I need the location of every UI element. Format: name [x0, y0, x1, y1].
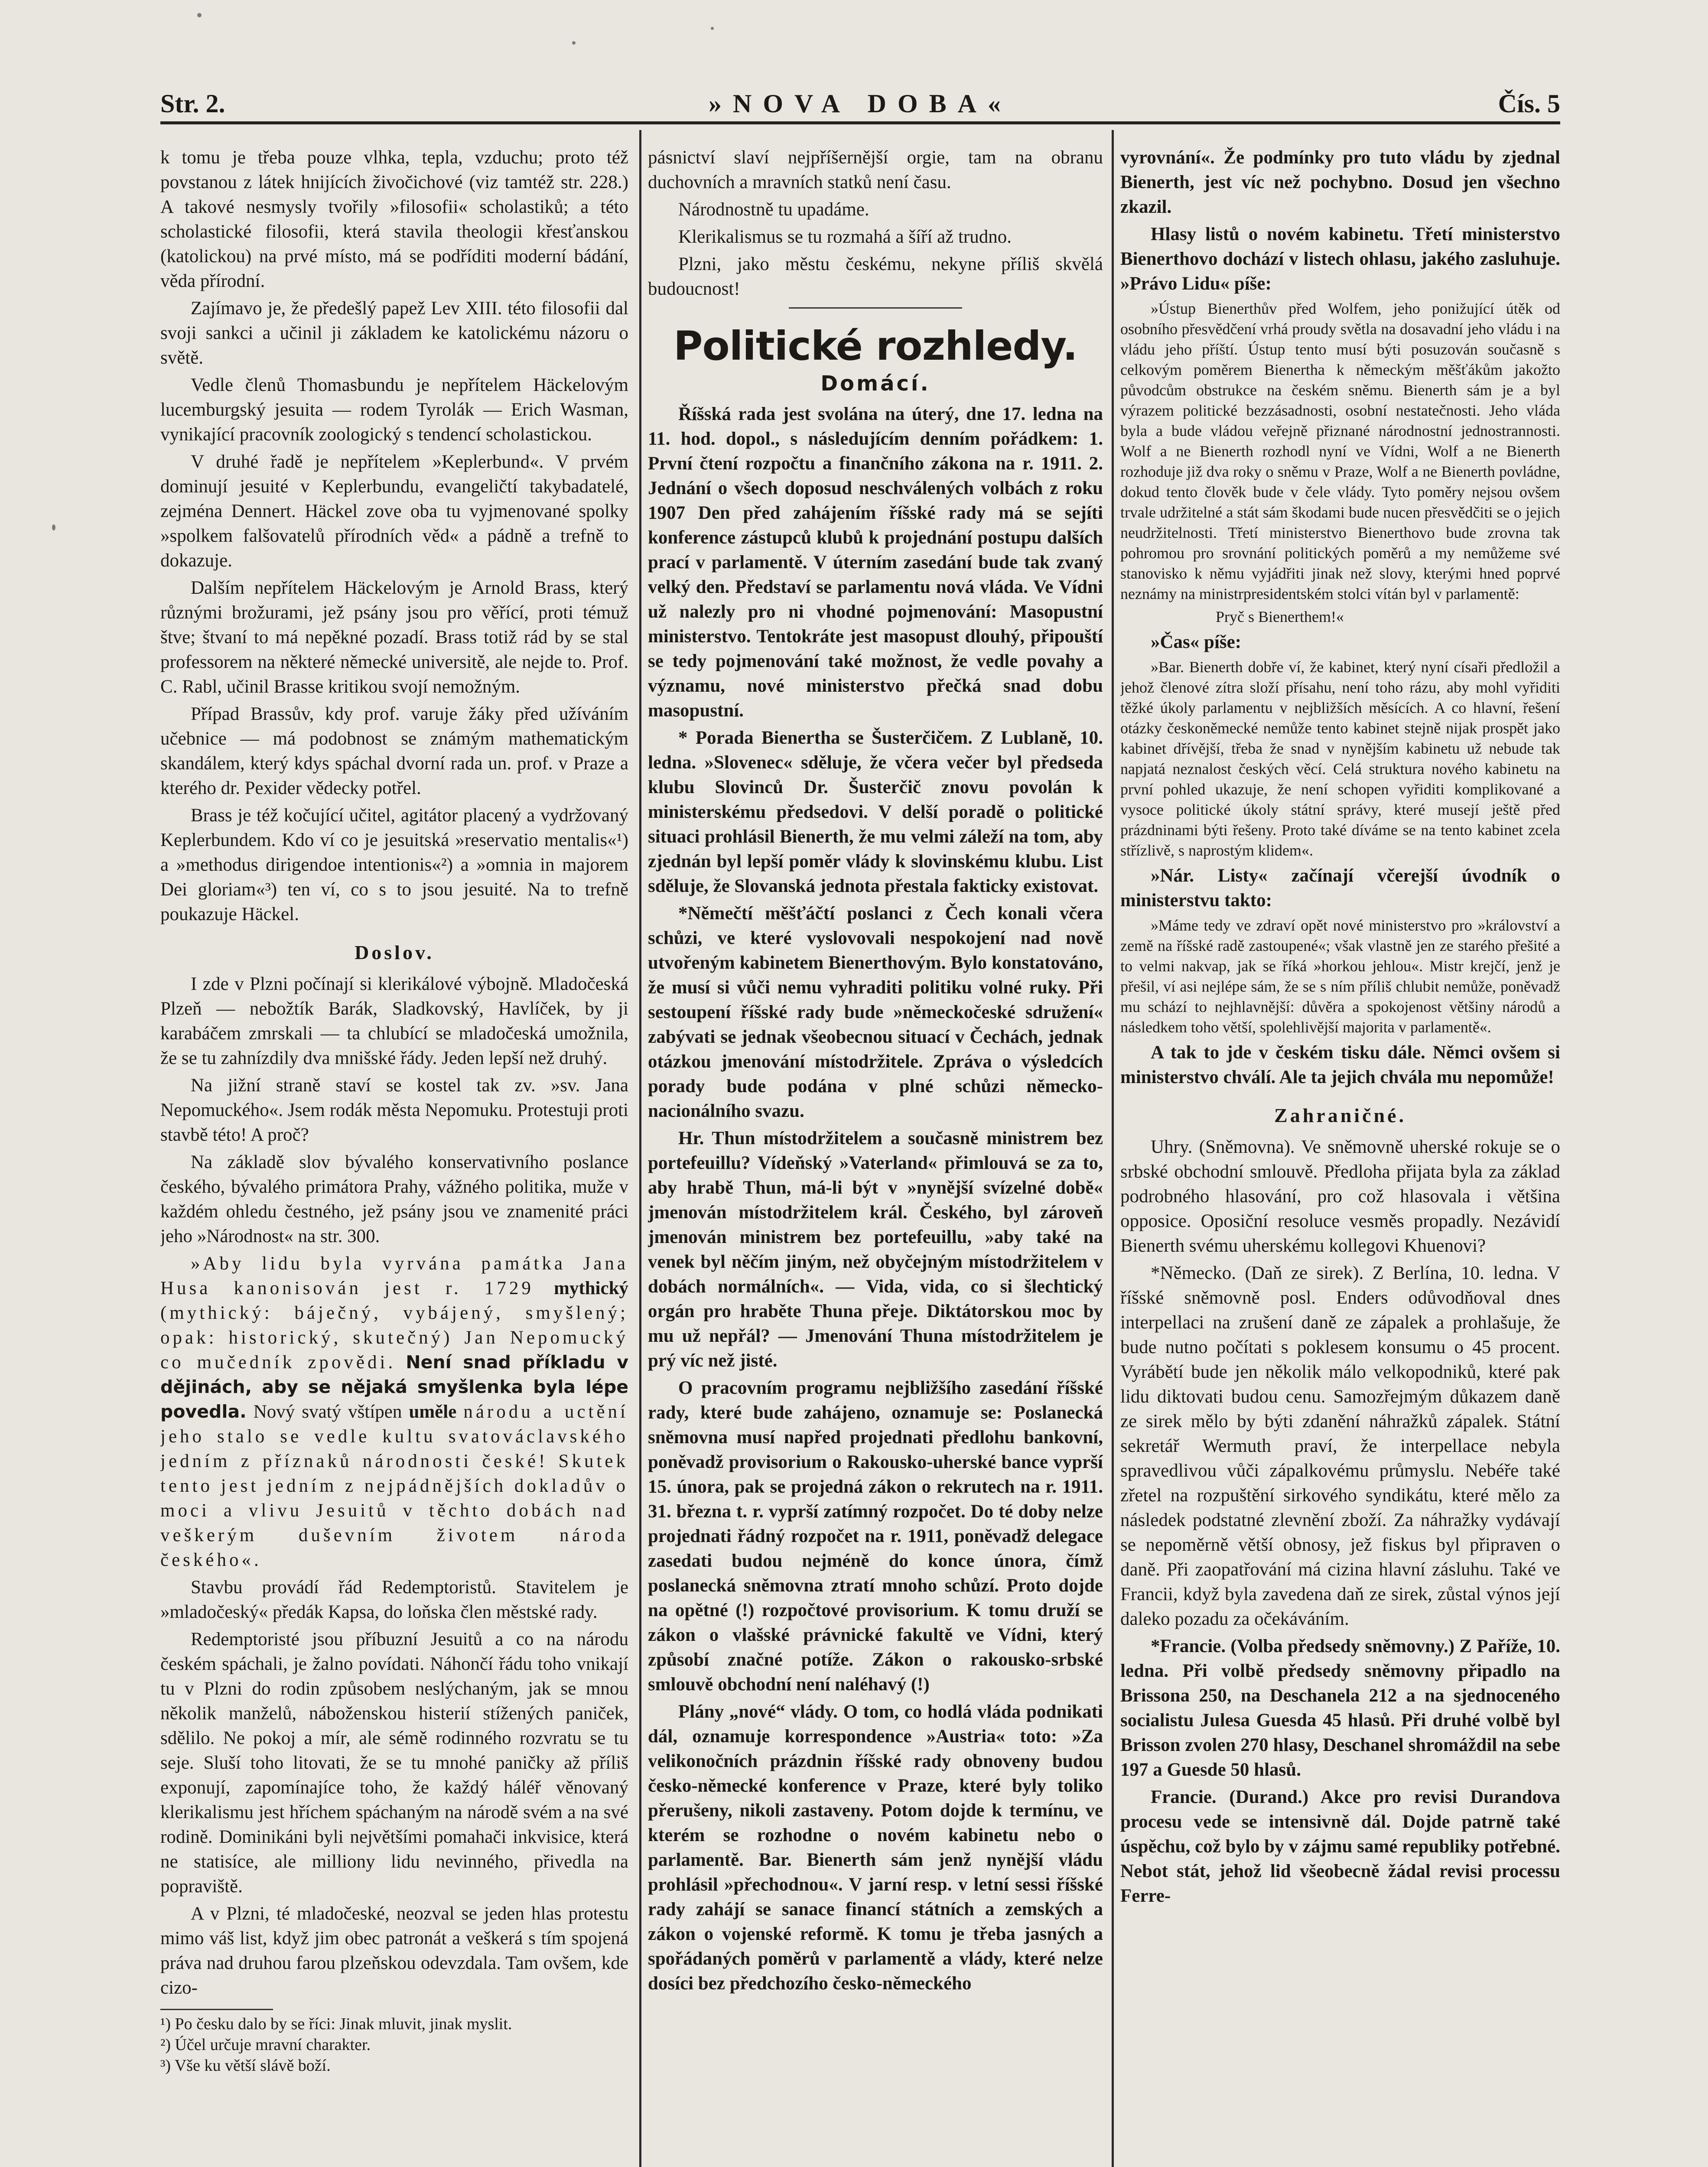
footnote: ³) Vše ku větší slávě boží.	[160, 2056, 331, 2075]
header-rule	[160, 121, 1560, 124]
paragraph: A tak to jde v českém tisku dále. Němci ovšem si ministerstvo chválí. Ale ta jejich chvála mu nepomůže!	[1120, 1042, 1560, 1087]
paragraph: Brass je též kočující učitel, agitátor placený a vydržovaný Keplerbundem. Kdo ví co je jesuitská »reservatio mentalis«¹) a »methodus dirigendoe intentionis«²) a »omnia in majorem Dei gloriam«³) ten ví, co s to jsou jesuité. Na to trefně poukazuje Häckel.	[160, 805, 628, 924]
newspaper-title: »NOVA DOBA«	[709, 89, 1012, 118]
emphasis: uměle	[409, 1402, 457, 1422]
emphasis: mythický	[554, 1278, 628, 1298]
news-item: * Porada Bienertha se Šusterčičem. Z Lublaně, 10. ledna. »Slovenec« sděluje, že včera večer byl předseda klubu Slovinců Dr. Šusterčič znovu povolán k ministerskému předsedovi. V delší poradě o politické situaci prohlásil Bienerth, že mu velmi záleží na tom, aby zjednán byl lepší poměr vlády k slovinskému klubu. List sděluje, že Slovanská jednota přestala fakticky existovat.	[648, 728, 1103, 896]
paragraph: pásnictví slaví nejpříšernější orgie, tam na obranu duchovních a mravních statků není času.	[648, 147, 1103, 192]
column-1	[160, 145, 628, 2167]
paragraph: vyrovnání«. Že podmínky pro tuto vládu by zjednal Bienerth, jest víc než pochybno. Dosud jen všechno zkazil.	[1120, 147, 1560, 217]
footnotes	[160, 2014, 628, 2076]
paragraph: Redemptoristé jsou příbuzní Jesuitů a co na národu českém spáchali, je žalno povídati. Náhončí řádu toho vnikají tu v Plzni do rodin způsobem neslýchaným, jak se mnou několik manželů, náboženskou histerií stížených paniček, sdělilo. Ne pokoj a mír, ale sémě rodinného rozvratu se tu seje. Sluší toho litovati, že se tu mnohé paničky až příliš exponují, zapomínajíce toho, že každý háléř věnovaný klerikalismu jest hříchem spáchaným na národě svém a na své rodině. Dominikáni byli největšími pomahači inkvisice, která ne statisíce, ale milliony lidu nevinného, přivedla na popraviště.	[160, 1629, 628, 1897]
quote-text: »Aby lidu byla vyrvána památka Jana Husa kanonisován jest r. 1729	[160, 1253, 628, 1298]
subsection-heading-domestic: Domácí.	[820, 371, 930, 396]
quotation: »Máme tedy ve zdraví opět nové ministerstvo pro »království a země na říšské radě zastoupené«; však vlastně jen ze starého přešité a to velmi nakvap, jak se říká »horkou jehlou«. Mistr krejčí, jenž je přešil, ví asi nejlépe sám, že se s ním příliš chlubit nemůže, poněvadž mu schází to nejhlavnější: důvěra a spokojenost většiny národů a následkem toho větší, spolehlivější majorita v parlamentě«.	[1120, 917, 1560, 1036]
news-item: *Němečtí měšťáčtí poslanci z Čech konali včera schůzi, ve které vyslovovali nespokojení nad nově utvořeným kabinetem Bienerthovým. Bylo konstatováno, že musí si vůči nemu vyhraditi politiku volné ruky. Při sestoupení říšské rady bude »německočeské sdružení« zabývati se jednak všeobecnou situací v Čechách, jednak otázkou jmenování místodržitele. Zpráva o výsledcích porady bude podána v plné schůzi německo-nacionálního svazu.	[648, 903, 1103, 1121]
column-divider-1	[639, 130, 641, 2167]
news-item: Říšská rada jest svolána na úterý, dne 17. ledna na 11. hod. dopol., s následujícím denním pořádkem: 1. První čtení rozpočtu a finančního zákona na r. 1911. 2. Jednání o všech doposud neschválených volbách z roku 1907 Den před zahájením říšské rady má se sejíti konference zástupců klubů k projednání postupu dalších prací v parlamentě. V úterním zasedání bude tak zvaný velký den. Představí se parlamentu nová vláda. Ve Vídni už nalezly pro ni vhodné pojmenování: Masopustní ministerstvo. Tentokráte jest masopust dlouhý, připouští se tedy pojmenování také možnost, že vedle povahy a významu, nové ministerstvo přečká snad dobu masopustní.	[648, 404, 1103, 721]
divider	[789, 307, 962, 309]
quote-text: (mythický: báječný, vybájený, smyšlený; opak: historický, skutečný) Jan Nepomucký co mučedník zpovědi.	[160, 1303, 628, 1373]
paragraph: A v Plzni, té mladočeské, neozval se jeden hlas protestu mimo váš list, když jim obec patronát a veškerá s tím spojená práva nad druhou farou plzeňskou odevzdala. Tam ovšem, kde cizo-	[160, 1903, 628, 1998]
paragraph: Stavbu provádí řád Redemptoristů. Stavitelem je »mladočeský« předák Kapsa, do loňska člen městské rady.	[160, 1577, 628, 1622]
issue-number: Čís. 5	[1498, 89, 1560, 118]
quote-paragraph	[160, 1251, 628, 1572]
quotation: »Ústup Bienerthův před Wolfem, jeho ponižující útěk od osobního přesvědčení vrhá proudy světla na dosavadní jeho vládu i na vládu jeho příští. Ústup tento musí býti posuzován současně s celkovým poměrem Bienertha k německým měšťákům jakožto původcům obstrukce na českém sněmu. Bienerth sám je a byl výrazem politické bezzásadnosti, osobní nestatečnosti. Jeho vláda byla a bude vládou veřejně přiznané národnostní jednostrannosti. Wolf a ne Bienerth rozhodl nyní ve Vídni, Wolf a ne Bienerth rozhoduje již dva roky o sněmu v Praze, Wolf a ne Bienerth povládne, dokud tento člověk bude v čele vlády. Tyto poměry nejsou ovšem trvale udržitelné a stát sám škodami bude nucen přesvědčiti se o jejich neudržitelnosti. Třetí ministerstvo Bienerthovo bude zrovna tak pohromou pro srovnání politických poměrů a my nemůžeme své stanovisko k němu vyjádřiti jinak než slovy, kterými hned poprvé neznámy na ministrpresidentském stolci vítán byl v parlamentě:	[1120, 300, 1560, 602]
footnote: ²) Účel určuje mravní charakter.	[160, 2036, 371, 2054]
quotation: »Bar. Bienerth dobře ví, že kabinet, který nyní císaři předložil a jehož členové zítra složí přísahu, není toho rázu, aby mohl vyřiditi těžké úkoly parlamentu v nejbližších měsících. A co hlavní, řešení otázky českoněmecké nemůže tento kabinet stejně nijak prospět jako kabinet dřívější, třeba že snad v nynějším kabinetu už nebude tak napjatá neznalost českých věcí. Celá struktura nového kabinetu na první pohled ukazuje, že není schopen vyřiditi komplikované a vysoce politické úkoly státní správy, které musejí ještě před prázdninami býti řešeny. Proto také díváme se na tento kabinet zcela střízlivě, s naprostým klidem«.	[1120, 658, 1560, 859]
news-item: Francie. (Durand.) Akce pro revisi Durandova procesu vede se intensivně dál. Dojde patrně také úspěchu, což bylo by v zájmu samé republiky potřebné. Nebot stát, jehož lid všeobecně žádal revisi processu Ferre-	[1120, 1787, 1560, 1906]
footnote-rule	[160, 2009, 273, 2010]
column-3	[1120, 145, 1560, 2167]
news-item: Plány „nové“ vlády. O tom, co hodlá vláda podnikati dál, oznamuje korrespondence »Austria« toto: »Za velikonočních prázdnin říšské rady obnoveny budou česko-německé konference v Praze, které byly toliko přerušeny, nikoli zastaveny. Potom dojde k termínu, ve kterém se rozhodne o novém kabinetu nebo o parlamentě. Bar. Bienerth sám jenž nynější vládu prohlásil »přechodnou«. V jarní resp. v letní sessi říšské rady zahájí se sanace financí státních a zemských a zákon o vojenské reformě. K tomu je třeba jasných a spořádaných poměrů v parlamentě a vlády, které nelze dosíci bez předchozího česko-německého	[648, 1702, 1103, 1994]
paragraph: Národnostně tu upadáme.	[678, 199, 869, 220]
paragraph: »Čas« píše:	[1151, 632, 1242, 652]
section-title: Politické rozhledy.	[673, 323, 1077, 369]
paragraph: V druhé řadě je nepřítelem »Keplerbund«. V prvém dominují jesuité v Keplerbundu, evangeličtí takybadatelé, zejména Dennert. Häckel zove oba tu vyjmenované spolky »spolkem falšovatelů přírodních věd« a pádně a trefně to dokazuje.	[160, 452, 628, 571]
section-heading-doslov: Doslov.	[355, 941, 434, 963]
news-item: *Francie. (Volba předsedy sněmovny.) Z Paříže, 10. ledna. Při volbě předsedy sněmovny připadlo na Brissona 250, na Deschanela 212 a na sjednoceného socialistu Julesa Guesda 45 hlasů. Při druhé volbě byl Brisson zvolen 270 hlasy, Deschanel shromáždil na sebe 197 a Guesde 50 hlasů.	[1120, 1636, 1560, 1780]
page-number: Str. 2.	[160, 89, 225, 118]
paragraph: Vedle členů Thomasbundu je nepřítelem Häckelovým lucemburgský jesuita — rodem Tyrolák — Erich Wasman, vynikající pracovník zoologický s tendencí scholastickou.	[160, 375, 628, 445]
quotation: Pryč s Bienerthem!«	[1216, 608, 1344, 625]
paragraph: »Nár. Listy« začínají včerejší úvodník o ministerstvu takto:	[1120, 865, 1560, 911]
print-speck	[572, 41, 576, 45]
paragraph: Na jižní straně staví se kostel tak zv. »sv. Jana Nepomuckého«. Jsem rodák města Nepomuku. Protestuji proti stavbě této! A proč?	[160, 1075, 628, 1145]
paragraph: Dalším nepřítelem Häckelovým je Arnold Brass, který různými brožurami, jež psány jsou pro věřící, proti témuž štve; štvaní to má nepěkné pozadí. Brass totiž rád by se stal professorem na některé německé universitě, ale nejde to. Prof. C. Rabl, učinil Brasse kritikou svojí nemožným.	[160, 578, 628, 697]
quote-text: Nový svatý vštípen	[253, 1402, 402, 1422]
paragraph: Hlasy listů o novém kabinetu. Třetí ministerstvo Bienerthovo dochází v listech ohlasu, jakého zasluhuje. »Právo Lidu« píše:	[1120, 224, 1560, 294]
column-divider-2	[1112, 130, 1114, 2167]
print-speck	[711, 27, 714, 30]
print-speck	[52, 524, 55, 530]
news-item: O pracovním programu nejbližšího zasedání říšské rady, které bude zahájeno, oznamuje se: Poslanecká sněmovna musí napřed projednati předlohu bankovní, poněvadž provisorium o Rakousko-uherské bance vyprší 15. února, pak se projedná zákon o rekrutech na r. 1911. 31. března t. r. vyprší zatímný rozpočet. Do té doby nelze projednati řádný rozpočet na r. 1911, poněvadž delegace zasedati budou nejméně do konce února, čímž poslanecká sněmovna ztratí mnoho schůzí. Proto dojde na opětné (!) rozpočtové provisorium. K tomu druží se zákon o vlašské právnické fakultě ve Vídni, který způsobí značné potíže. Zákon o rakousko-srbské smlouvě obchodní není naléhavý (!)	[648, 1378, 1103, 1695]
subsection-heading-foreign: Zahraničné.	[1274, 1104, 1406, 1126]
column-2	[648, 145, 1103, 2167]
news-item: Hr. Thun místodržitelem a současně ministrem bez portefeuillu? Vídeňský »Vaterland« přimlouvá se za to, aby hrabě Thun, má-li být v »nynější svízelné době« jmenován místodržitelem král. Českého, byl zároveň jmenován ministrem bez portefeuillu, »aby také na venek byl něčím jiným, než obyčejným místodržitelem v dobách normálních«. — Vida, vida, co si šlechtický orgán pro hraběte Thuna přeje. Diktátorskou moc by mu už nepřál? — Jmenování Thuna místodržitelem je prý víc než jisté.	[648, 1128, 1103, 1371]
quote-text: národu a uctění jeho stalo se vedle kultu svatováclavského jedním z příznaků národnosti české! Skutek tento jest jedním z nejpádnějších dokladův o moci a vlivu Jesuitů v těchto dobách nad veškerým duševním životem národa českého«.	[160, 1402, 628, 1570]
paragraph: I zde v Plzni počínají si klerikálové výbojně. Mladočeská Plzeň — nebožtík Barák, Sladkovský, Havlíček, by ji karabáčem zmrskali — ta chlubící se mladočeská umožnila, že se tu zahnízdily dva mnišské řády. Jeden lepší než druhý.	[160, 974, 628, 1068]
paragraph: k tomu je třeba pouze vlhka, tepla, vzduchu; proto též povstanou z látek hnijících živočichové (viz tamtéž str. 228.) A takové nesmysly tvořily »filosofii« scholastiků; a této scholastické filosofii, která stavila theologii křesťanskou (katolickou) na prvé místo, má se podříditi moderní bádání, věda přírodní.	[160, 147, 628, 291]
footnote: ¹) Po česku dalo by se říci: Jinak mluvit, jinak myslit.	[160, 2015, 512, 2033]
paragraph: Zajímavo je, že předešlý papež Lev XIII. této filosofii dal svoji sankci a učinil ji základem ke katolickému názoru o světě.	[160, 298, 628, 368]
news-item: Uhry. (Sněmovna). Ve sněmovně uherské rokuje se o srbské obchodní smlouvě. Předloha přijata byla za základ podrobného hlasování, pro což hlasovala i většina opposice. Oposiční resoluce vesměs propadly. Nezávidí Bienerth svému uherskému kollegovi Khuenovi?	[1120, 1137, 1560, 1256]
paragraph: Plzni, jako městu českému, nekyne příliš skvělá budoucnost!	[648, 254, 1103, 299]
paragraph: Na základě slov bývalého konservativního poslance českého, bývalého primátora Prahy, vážného politika, muže v každém ohledu čestného, jež psány jsou ve znamenité práci jeho »Národnost« na str. 300.	[160, 1152, 628, 1246]
paragraph: Případ Brassův, kdy prof. varuje žáky před užíváním učebnice — má podobnost se známým mathematickým skandálem, který kdys spáchal dvorní rada un. prof. v Praze a kterého dr. Pexider vědecky potřel.	[160, 704, 628, 798]
paragraph: Klerikalismus se tu rozmahá a šíří až trudno.	[678, 227, 1012, 247]
news-item: *Německo. (Daň ze sirek). Z Berlína, 10. ledna. V říšské sněmovně posl. Enders odůvodňoval dnes interpellaci na zrušení daně ze zápalek a prohlašuje, že bude nutno počítati s poklesem konsumu o 45 procent. Vyrábětí bude jen několik málo velkopodniků, které pak lidu diktovati budou cenu. Samozřejmým důkazem daně ze sirek mělo by býti zdanění náhražků zápalek. Státní sekretář Wermuth praví, že interpellace nebyla spravedlivou vůči zápalkovému průmyslu. Nebéře také zřetel na rozpuštění sirkového syndikátu, které mělo za následek podstatné zlevnění zboží. Za náhražky vydávají se nepoměrně větší obnosy, jež fiskus byl připraven o daně. Při zaopatřování má cizina hlavní zásluhu. Také ve Francii, když byla zavedena daň ze sirek, zůstal výnos její daleko pozadu za očekáváním.	[1120, 1263, 1560, 1629]
print-speck	[197, 13, 202, 17]
emphasis: Není snad příkladu v dějinách, aby se nějaká smyšlenka byla lépe povedla.	[160, 1352, 628, 1422]
